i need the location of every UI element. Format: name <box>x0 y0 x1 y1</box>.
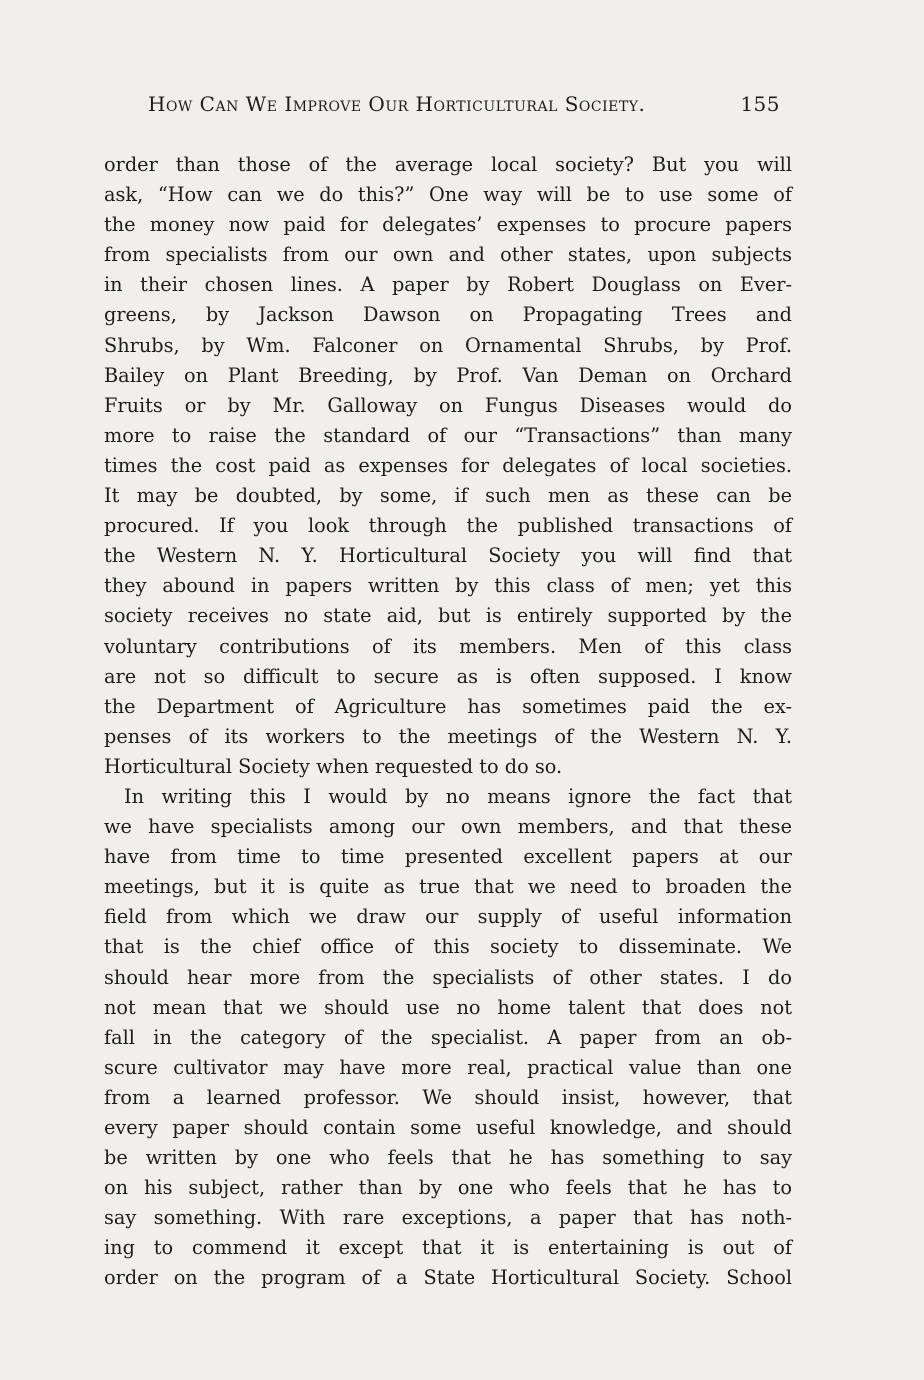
text-line: Horticultural Society when requested to do so. <box>104 754 563 778</box>
text-line: Shrubs, by Wm. Falconer on Ornamental Shrubs, by Prof. <box>104 333 792 357</box>
text-line: field from which we draw our supply of useful information <box>104 905 792 929</box>
body-text <box>104 150 792 1294</box>
text-line: times the cost paid as expenses for delegates of local societies. <box>104 453 792 477</box>
text-line: voluntary contributions of its members. Men of this class <box>104 634 792 658</box>
text-line: order than those of the average local society? But you will <box>104 153 792 176</box>
text-line: Bailey on Plant Breeding, by Prof. Van Deman on Orchard <box>104 363 792 387</box>
text-line: from specialists from our own and other states, upon subjects <box>104 243 792 267</box>
text-line: penses of its workers to the meetings of the Western N. Y. <box>104 724 792 748</box>
text-line: It may be doubted, by some, if such men as these can be <box>104 484 792 508</box>
text-line: say something. With rare exceptions, a paper that has noth- <box>104 1206 792 1230</box>
text-line: Fruits or by Mr. Galloway on Fungus Diseases would do <box>104 393 792 417</box>
text-line: not mean that we should use no home talent that does not <box>104 995 792 1019</box>
text-line: ing to commend it except that it is entertaining is out of <box>104 1236 792 1260</box>
text-line: on his subject, rather than by one who feels that he has to <box>104 1176 792 1200</box>
text-line: society receives no state aid, but is entirely supported by the <box>104 604 792 628</box>
text-line: should hear more from the specialists of other states. I do <box>104 965 792 989</box>
text-line: from a learned professor. We should insist, however, that <box>104 1085 792 1109</box>
text-line: the Western N. Y. Horticultural Society you will find that <box>104 544 792 568</box>
running-title: How Can We Improve Our Horticultural Society. <box>148 92 646 116</box>
text-line: be written by one who feels that he has something to say <box>104 1146 792 1170</box>
text-line: fall in the category of the specialist. A paper from an ob- <box>104 1025 792 1049</box>
text-line: they abound in papers written by this class of men; yet this <box>104 574 792 598</box>
paragraph <box>104 782 792 1294</box>
text-line: that is the chief office of this society to disseminate. We <box>104 935 792 959</box>
text-line: are not so difficult to secure as is often supposed. I know <box>104 664 792 688</box>
running-head <box>148 92 788 120</box>
text-line: we have specialists among our own members, and that these <box>104 815 792 839</box>
text-line: ask, “How can we do this?” One way will be to use some of <box>104 183 792 207</box>
text-line: order on the program of a State Horticultural Society. School <box>104 1266 792 1290</box>
page-number: 155 <box>740 92 780 116</box>
text-line: scure cultivator may have more real, practical value than one <box>104 1055 792 1079</box>
text-line: procured. If you look through the published transactions of <box>104 514 792 538</box>
text-line: In writing this I would by no means ignore the fact that <box>124 784 792 808</box>
text-line: have from time to time presented excellent papers at our <box>104 845 792 869</box>
text-line: in their chosen lines. A paper by Robert Douglass on Ever- <box>104 273 792 297</box>
text-line: meetings, but it is quite as true that we need to broaden the <box>104 875 792 899</box>
text-line: more to raise the standard of our “Transactions” than many <box>104 423 792 447</box>
text-line: the Department of Agriculture has sometimes paid the ex- <box>104 694 792 718</box>
text-line: the money now paid for delegates’ expenses to procure papers <box>104 213 792 237</box>
text-line: greens, by Jackson Dawson on Propagating Trees and <box>104 303 792 327</box>
text-line: every paper should contain some useful knowledge, and should <box>104 1116 792 1139</box>
paragraph <box>104 150 792 782</box>
